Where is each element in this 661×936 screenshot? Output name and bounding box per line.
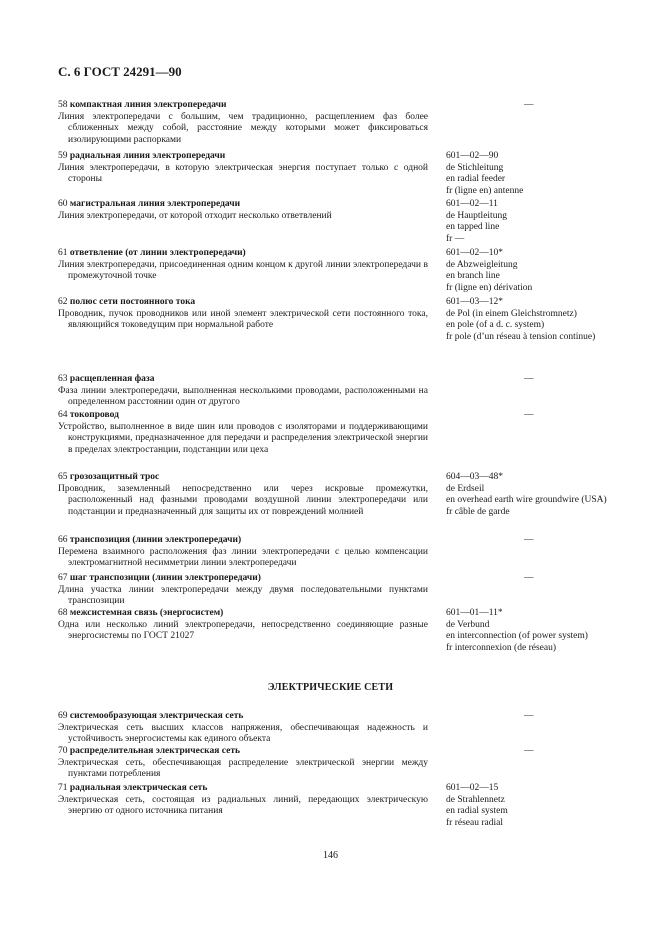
term-name: расщепленная фаза (69, 374, 155, 384)
term-equivalents (446, 711, 646, 723)
term-number: 69 (58, 711, 70, 721)
term-number: 62 (58, 297, 70, 307)
iec-reference: 601—02—11 (446, 199, 498, 209)
page-header: С. 6 ГОСТ 24291—90 (58, 64, 182, 79)
foreign-equivalent: fr câble de garde (446, 506, 510, 517)
term-entry-left (58, 100, 428, 146)
foreign-equivalent: de Verbund (446, 619, 490, 630)
term-heading (58, 711, 428, 723)
foreign-equivalent: en overhead earth wire groundwire (USA) (446, 495, 607, 506)
foreign-equivalent: fr — (446, 233, 465, 244)
term-definition: Линия электропередачи, присоединенная одним концом к другой линии электропередачи в промежуточной точке (58, 259, 428, 282)
term-entry-left (58, 535, 428, 570)
term-entry-left (58, 746, 428, 781)
term-number: 58 (58, 100, 70, 110)
term-entry-left (58, 573, 428, 608)
term-heading (58, 374, 428, 386)
term-equivalents (446, 410, 646, 422)
foreign-equivalent: de Stichleitung (446, 162, 504, 173)
term-definition: Одна или несколько линий электропередачи, непосредственно соединяющие разные энергосистемы по ГОСТ 21027 (58, 619, 428, 642)
term-entry-left (58, 608, 428, 643)
term-number: 66 (58, 535, 70, 545)
term-equivalents (446, 783, 646, 829)
term-name: токопровод (69, 410, 119, 420)
term-definition: Электрическая сеть, обеспечивающая распределение электрической энергии между пунктами потребления (58, 757, 428, 780)
foreign-equivalent: en radial system (446, 806, 508, 817)
term-heading (58, 472, 428, 484)
term-equivalents (446, 746, 646, 758)
foreign-equivalent: en tapped line (446, 222, 500, 233)
term-name: транспозиция (линии электропередачи) (69, 535, 242, 545)
iec-reference: 601—02—15 (446, 783, 499, 793)
term-heading (58, 573, 428, 585)
foreign-equivalent: fr (ligne en) antenne (446, 185, 524, 196)
term-name: радиальная электрическая сеть (69, 783, 208, 793)
term-name: межсистемная связь (энергосистем) (69, 608, 224, 618)
term-heading (58, 297, 428, 309)
foreign-equivalent: fr pole (d’un réseau à tension continue) (446, 331, 596, 342)
term-heading (58, 535, 428, 547)
term-equivalents (446, 100, 646, 112)
term-heading (58, 410, 428, 422)
iec-reference: 604—03—48* (446, 472, 503, 482)
term-heading (58, 608, 428, 620)
term-entry-left (58, 711, 428, 746)
iec-reference: 601—02—10* (446, 248, 503, 258)
term-equivalents (446, 297, 646, 343)
term-heading (58, 199, 428, 211)
term-definition: Устройство, выполненное в виде шин или проводов с изоляторами и поддерживающими конструкциями, предназначенное для передачи и распределения электрической энергии в пределах электростанции, подстанции или цеха (58, 421, 428, 455)
term-equivalents (446, 199, 646, 245)
term-number: 61 (58, 248, 70, 258)
foreign-equivalent: de Strahlennetz (446, 794, 505, 805)
term-definition: Перемена взаимного расположения фаз линии электропередачи с целью компенсации электромагнитной несимметрии линии электропередачи (58, 546, 428, 569)
term-number: 71 (58, 783, 70, 793)
term-entry-left (58, 151, 428, 186)
foreign-equivalent: en interconnection (of power system) (446, 631, 588, 642)
term-equivalents (446, 151, 646, 197)
foreign-equivalent: de Hauptleitung (446, 210, 507, 221)
term-entry-left (58, 410, 428, 456)
foreign-equivalent: — (524, 746, 534, 756)
term-number: 60 (58, 199, 70, 209)
foreign-equivalent: — (524, 573, 534, 583)
term-heading (58, 100, 428, 112)
term-name: магистральная линия электропередачи (69, 199, 241, 209)
term-number: 59 (58, 151, 70, 161)
term-definition: Линия электропередачи, от которой отходит несколько ответвлений (58, 210, 332, 221)
term-heading (58, 783, 428, 795)
foreign-equivalent: — (524, 535, 534, 545)
foreign-equivalent: — (524, 100, 534, 110)
foreign-equivalent: en branch line (446, 271, 500, 282)
section-title: ЭЛЕКТРИЧЕСКИЕ СЕТИ (267, 682, 394, 693)
foreign-equivalent: — (524, 410, 534, 420)
term-heading (58, 746, 428, 758)
term-entry-left (58, 248, 428, 283)
term-number: 67 (58, 573, 70, 583)
term-name: грозозащитный трос (69, 472, 160, 482)
term-number: 68 (58, 608, 70, 618)
term-number: 63 (58, 374, 70, 384)
term-equivalents (446, 374, 646, 386)
term-entry-left (58, 374, 428, 409)
term-name: распределительная электрическая сеть (69, 746, 241, 756)
term-entry-left (58, 472, 428, 518)
iec-reference: 601—02—90 (446, 151, 499, 161)
term-equivalents (446, 573, 646, 585)
foreign-equivalent: de Erdseil (446, 483, 485, 494)
page-number: 146 (323, 850, 338, 861)
term-definition: Электрическая сеть, состоящая из радиальных линий, передающих электрическую энергию от одного источника питания (58, 794, 428, 817)
term-definition: Проводник, пучок проводников или иной элемент электрической сети постоянного тока, являющийся токоведущим при нормальной работе (58, 308, 428, 331)
term-name: системообразующая электрическая сеть (69, 711, 244, 721)
term-number: 64 (58, 410, 70, 420)
foreign-equivalent: en radial feeder (446, 174, 506, 185)
iec-reference: 601—01—11* (446, 608, 503, 618)
term-definition: Проводник, заземленный непосредственно или через искровые промежутки, расположенный над фазными проводами воздушной линии электропередачи или подстанции и предназначенный для защиты их от повреждений молнией (58, 483, 428, 517)
term-definition: Электрическая сеть высших классов напряжения, обеспечивающая надежность и устойчивость энергосистемы как единого объекта (58, 722, 428, 745)
term-entry-left (58, 199, 428, 222)
term-name: шаг транспозиции (линии электропередачи) (69, 573, 261, 583)
term-equivalents (446, 248, 646, 294)
foreign-equivalent: de Abzweigleitung (446, 259, 518, 270)
term-equivalents (446, 535, 646, 547)
term-name: полюс сети постоянного тока (69, 297, 196, 307)
iec-reference: 601—03—12* (446, 297, 503, 307)
term-definition: Линия электропередачи, в которую электрическая энергия поступает только с одной стороны (58, 162, 428, 185)
term-equivalents (446, 608, 646, 654)
term-definition: Линия электропередачи с большим, чем традиционно, расщеплением фаз более сближенных между собой, расстояние между которыми может фиксироваться изолирующими распорками (58, 111, 428, 145)
foreign-equivalent: fr réseau radial (446, 817, 503, 828)
term-entry-left (58, 783, 428, 818)
term-name: ответвление (от линии электропередачи) (69, 248, 246, 258)
term-heading (58, 151, 428, 163)
term-definition: Фаза линии электропередачи, выполненная несколькими проводами, расположенными на определенном расстоянии один от другого (58, 385, 428, 408)
term-definition: Длина участка линии электропередачи между двумя последовательными пунктами транспозиции (58, 584, 428, 607)
term-name: радиальная линия электропередачи (69, 151, 226, 161)
term-name: компактная линия электропередачи (69, 100, 227, 110)
foreign-equivalent: de Pol (in einem Gleichstromnetz) (446, 308, 577, 319)
foreign-equivalent: — (524, 711, 534, 721)
term-equivalents (446, 472, 646, 518)
foreign-equivalent: en pole (of a d. c. system) (446, 320, 545, 331)
term-entry-left (58, 297, 428, 332)
term-number: 65 (58, 472, 70, 482)
term-number: 70 (58, 746, 70, 756)
foreign-equivalent: fr (ligne en) dérivation (446, 282, 533, 293)
foreign-equivalent: — (524, 374, 534, 384)
term-heading (58, 248, 428, 260)
foreign-equivalent: fr interconnexion (de réseau) (446, 642, 556, 653)
